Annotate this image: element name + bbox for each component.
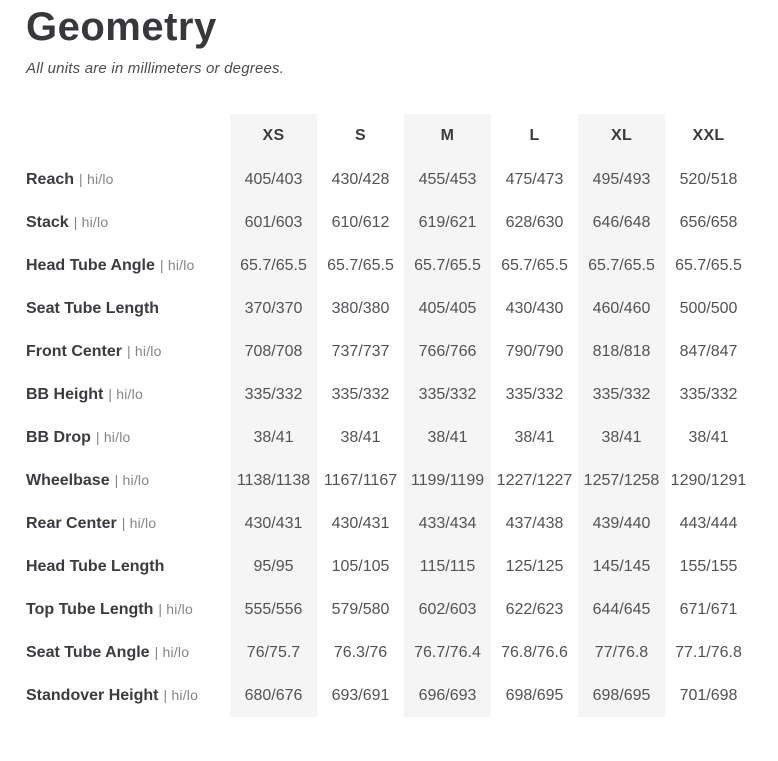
geometry-value-cell: 65.7/65.5 <box>675 256 742 274</box>
geometry-value-cell: 433/434 <box>404 502 491 545</box>
geometry-value-cell: 65.7/65.5 <box>230 244 317 287</box>
size-header-xs: XS <box>230 114 317 158</box>
geometry-value-cell: 125/125 <box>505 557 564 575</box>
geometry-value-cell: 475/473 <box>505 170 564 188</box>
row-label <box>26 416 230 459</box>
geometry-value-cell: 95/95 <box>230 545 317 588</box>
row-label <box>26 373 230 416</box>
geometry-value-cell: 38/41 <box>340 428 381 446</box>
geometry-value-cell: 430/430 <box>505 299 564 317</box>
geometry-value-cell: 77/76.8 <box>578 631 665 674</box>
table-row <box>26 674 752 717</box>
geometry-value-cell: 38/41 <box>230 416 317 459</box>
geometry-value-cell: 1167/1167 <box>323 471 398 489</box>
geometry-value-cell: 335/332 <box>230 373 317 416</box>
geometry-value-cell: 818/818 <box>578 330 665 373</box>
geometry-value-cell: 38/41 <box>688 428 729 446</box>
geometry-value-cell: 671/671 <box>679 600 738 618</box>
geometry-value-cell: 335/332 <box>578 373 665 416</box>
geometry-value-cell: 737/737 <box>331 342 390 360</box>
table-row <box>26 201 752 244</box>
table-row <box>26 416 752 459</box>
table-row <box>26 373 752 416</box>
size-header-row <box>26 114 752 158</box>
row-label <box>26 158 230 201</box>
row-label-text: Rear Center <box>26 514 117 532</box>
row-label-text: BB Height <box>26 385 104 403</box>
geometry-value-cell: 601/603 <box>230 201 317 244</box>
table-row <box>26 502 752 545</box>
geometry-value-cell: 520/518 <box>679 170 738 188</box>
geometry-value-cell: 602/603 <box>404 588 491 631</box>
geometry-value-cell: 380/380 <box>331 299 390 317</box>
geometry-value-cell: 437/438 <box>505 514 564 532</box>
geometry-value-cell: 335/332 <box>505 385 564 403</box>
row-label <box>26 545 230 588</box>
table-row <box>26 287 752 330</box>
geometry-value-cell: 65.7/65.5 <box>404 244 491 287</box>
table-row <box>26 545 752 588</box>
row-label-hi-lo: | hi/lo <box>114 471 150 488</box>
geometry-value-cell: 145/145 <box>578 545 665 588</box>
geometry-value-cell: 65.7/65.5 <box>327 256 394 274</box>
geometry-value-cell: 77.1/76.8 <box>675 643 742 661</box>
size-header-xxl: XXL <box>692 127 725 144</box>
geometry-value-cell: 370/370 <box>230 287 317 330</box>
geometry-value-cell: 430/428 <box>331 170 390 188</box>
geometry-value-cell: 701/698 <box>679 686 738 704</box>
row-label-hi-lo: | hi/lo <box>154 643 190 660</box>
row-label-text: Wheelbase <box>26 471 110 489</box>
geometry-value-cell: 708/708 <box>230 330 317 373</box>
row-label-hi-lo: | hi/lo <box>163 686 199 703</box>
row-label <box>26 631 230 674</box>
geometry-value-cell: 847/847 <box>679 342 738 360</box>
row-label-text: Seat Tube Angle <box>26 643 150 661</box>
geometry-value-cell: 430/431 <box>331 514 390 532</box>
row-label-text: Standover Height <box>26 686 159 704</box>
geometry-value-cell: 38/41 <box>404 416 491 459</box>
geometry-value-cell: 335/332 <box>404 373 491 416</box>
row-label <box>26 244 230 287</box>
row-label <box>26 588 230 631</box>
row-label <box>26 201 230 244</box>
geometry-value-cell: 500/500 <box>679 299 738 317</box>
table-row <box>26 330 752 373</box>
geometry-value-cell: 38/41 <box>578 416 665 459</box>
row-label-hi-lo: | hi/lo <box>108 385 143 402</box>
geometry-value-cell: 646/648 <box>578 201 665 244</box>
geometry-value-cell: 455/453 <box>404 158 491 201</box>
row-label <box>26 330 230 373</box>
row-label-hi-lo: | hi/lo <box>79 170 114 187</box>
table-row <box>26 158 752 201</box>
row-label-text: Reach <box>26 170 75 188</box>
geometry-value-cell: 1199/1199 <box>404 459 491 502</box>
geometry-value-cell: 766/766 <box>404 330 491 373</box>
page-subtitle: All units are in millimeters or degrees. <box>26 60 285 77</box>
geometry-value-cell: 405/403 <box>230 158 317 201</box>
geometry-value-cell: 38/41 <box>514 428 555 446</box>
row-label-text: BB Drop <box>26 428 91 446</box>
geometry-value-cell: 619/621 <box>404 201 491 244</box>
row-label-text: Head Tube Angle <box>26 256 155 274</box>
geometry-value-cell: 430/431 <box>230 502 317 545</box>
geometry-value-cell: 76.3/76 <box>333 643 388 661</box>
geometry-value-cell: 115/115 <box>404 545 491 588</box>
row-label <box>26 459 230 502</box>
geometry-value-cell: 610/612 <box>331 213 390 231</box>
size-header-s: S <box>355 127 366 144</box>
geometry-value-cell: 628/630 <box>505 213 564 231</box>
table-row <box>26 244 752 287</box>
row-label-text: Top Tube Length <box>26 600 154 618</box>
row-label-hi-lo: | hi/lo <box>121 514 157 531</box>
geometry-value-cell: 790/790 <box>505 342 564 360</box>
geometry-value-cell: 439/440 <box>578 502 665 545</box>
row-label <box>26 674 230 717</box>
geometry-value-cell: 644/645 <box>578 588 665 631</box>
geometry-value-cell: 579/580 <box>331 600 390 618</box>
geometry-value-cell: 105/105 <box>331 557 390 575</box>
geometry-value-cell: 335/332 <box>679 385 738 403</box>
row-label-hi-lo: | hi/lo <box>95 428 131 445</box>
row-label-hi-lo: | hi/lo <box>127 342 162 359</box>
geometry-value-cell: 555/556 <box>230 588 317 631</box>
geometry-value-cell: 1290/1291 <box>670 471 747 489</box>
row-label-text: Stack <box>26 213 69 231</box>
geometry-value-cell: 495/493 <box>578 158 665 201</box>
geometry-table <box>26 114 752 717</box>
row-label <box>26 287 230 330</box>
geometry-value-cell: 335/332 <box>331 385 390 403</box>
geometry-value-cell: 405/405 <box>404 287 491 330</box>
geometry-value-cell: 698/695 <box>505 686 564 704</box>
row-label <box>26 502 230 545</box>
geometry-value-cell: 443/444 <box>679 514 738 532</box>
geometry-value-cell: 656/658 <box>679 213 738 231</box>
geometry-value-cell: 622/623 <box>505 600 564 618</box>
row-label-hi-lo: | hi/lo <box>158 600 193 617</box>
size-header-xl: XL <box>578 114 665 158</box>
header-corner-cell <box>26 114 230 158</box>
geometry-value-cell: 76.7/76.4 <box>404 631 491 674</box>
geometry-value-cell: 76/75.7 <box>230 631 317 674</box>
size-header-m: M <box>404 114 491 158</box>
table-row <box>26 631 752 674</box>
geometry-value-cell: 693/691 <box>331 686 390 704</box>
row-label-text: Front Center <box>26 342 122 360</box>
row-label-hi-lo: | hi/lo <box>159 256 195 273</box>
table-row <box>26 588 752 631</box>
geometry-value-cell: 460/460 <box>578 287 665 330</box>
geometry-value-cell: 1227/1227 <box>496 471 573 489</box>
table-row <box>26 459 752 502</box>
row-label-hi-lo: | hi/lo <box>73 213 109 230</box>
geometry-value-cell: 65.7/65.5 <box>578 244 665 287</box>
geometry-value-cell: 1138/1138 <box>230 459 317 502</box>
geometry-value-cell: 65.7/65.5 <box>501 256 568 274</box>
row-label-text: Seat Tube Length <box>26 299 160 317</box>
geometry-value-cell: 1257/1258 <box>578 459 665 502</box>
geometry-value-cell: 696/693 <box>404 674 491 717</box>
row-label-text: Head Tube Length <box>26 557 165 575</box>
page-title: Geometry <box>26 5 217 49</box>
geometry-value-cell: 680/676 <box>230 674 317 717</box>
size-header-l: L <box>529 127 540 144</box>
geometry-table-body <box>26 158 752 717</box>
geometry-value-cell: 155/155 <box>679 557 738 575</box>
geometry-value-cell: 76.8/76.6 <box>501 643 568 661</box>
geometry-value-cell: 698/695 <box>578 674 665 717</box>
